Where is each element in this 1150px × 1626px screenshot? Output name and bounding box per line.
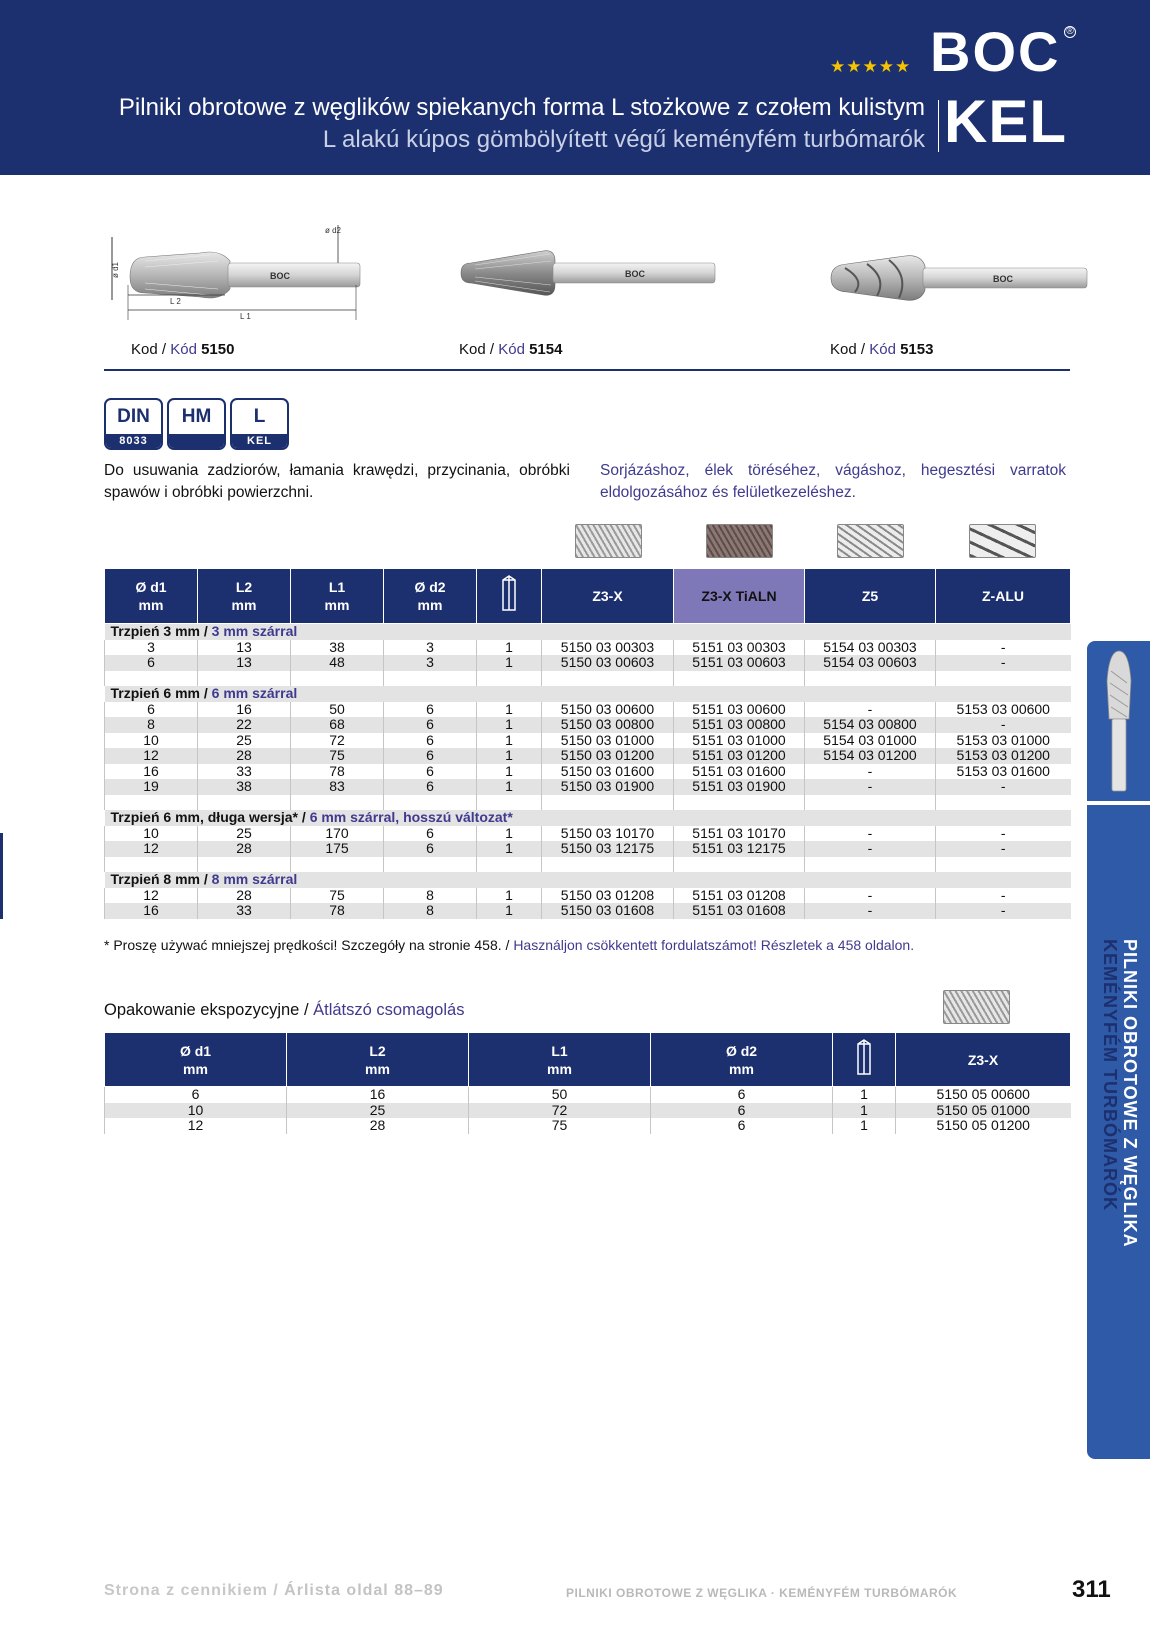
table-cell: 5151 03 01208 <box>674 888 805 904</box>
table-cell: 5151 03 00303 <box>674 640 805 656</box>
group-title-hu: 6 mm szárral, hosszú változat* <box>309 809 513 825</box>
dim-d2-label: ø d2 <box>325 226 342 235</box>
col-header-unit: mm <box>729 1060 754 1077</box>
pack-section-title: Opakowanie ekspozycyjne / Átlátszó csomagolás <box>104 1001 465 1019</box>
badge-l <box>230 398 289 450</box>
table-cell: 28 <box>198 841 291 857</box>
spacer-cell <box>674 795 805 811</box>
brand-logo-boc-text: BOC <box>930 20 1061 83</box>
table-cell: 72 <box>469 1103 651 1119</box>
pack-col-header-l1 <box>469 1033 651 1087</box>
table-cell: 1 <box>477 748 542 764</box>
page-header <box>0 0 1150 175</box>
table-cell: - <box>805 702 936 718</box>
table-cell: 22 <box>198 717 291 733</box>
table-cell: 78 <box>291 764 384 780</box>
table-cell: 28 <box>287 1118 469 1134</box>
page-number: 311 <box>1072 1576 1111 1603</box>
spacer-cell <box>291 795 384 811</box>
spacer-cell <box>477 671 542 687</box>
table-cell: 6 <box>384 702 477 718</box>
group-title-hu: 8 mm szárral <box>211 871 298 887</box>
table-cell: 68 <box>291 717 384 733</box>
spacer-cell <box>105 671 198 687</box>
spacer-cell <box>198 857 291 873</box>
group-header-row <box>105 872 1071 888</box>
table-cell: 5153 03 01000 <box>936 733 1071 749</box>
table-cell: 16 <box>287 1087 469 1103</box>
table-cell: 170 <box>291 826 384 842</box>
table-cell: - <box>936 826 1071 842</box>
table-cell: 175 <box>291 841 384 857</box>
spacer-cell <box>105 795 198 811</box>
group-title-hu: 3 mm szárral <box>211 623 298 639</box>
table-cell: - <box>805 826 936 842</box>
pack-col-header-qty <box>833 1033 896 1087</box>
table-cell: 12 <box>105 748 198 764</box>
table-cell: - <box>936 640 1071 656</box>
group-title-hu: 6 mm szárral <box>211 685 298 701</box>
col-header-unit: mm <box>324 597 350 613</box>
table-cell: 5150 03 01000 <box>542 733 674 749</box>
caption-hu: Kód <box>498 341 525 358</box>
table-cell: - <box>805 764 936 780</box>
table-cell: 50 <box>469 1087 651 1103</box>
col-header-label: L2 <box>235 579 253 595</box>
group-header: Trzpień 6 mm, długa wersja* / 6 mm szárral, hosszú változat* <box>105 810 1071 826</box>
table-cell: 5154 03 01000 <box>805 733 936 749</box>
badge-hm <box>167 398 226 450</box>
spacer-cell <box>936 671 1071 687</box>
pack-title-pl: Opakowanie ekspozycyjne <box>104 1001 300 1019</box>
caption-pl: Kod <box>830 341 857 358</box>
table-cell: - <box>805 779 936 795</box>
col-header-label: Ø d2 <box>725 1042 758 1059</box>
cut-z3x-tialn-swatch-icon <box>706 524 773 558</box>
table-cell: 5153 03 00600 <box>936 702 1071 718</box>
table-cell: 6 <box>651 1087 833 1103</box>
group-header-row <box>105 686 1071 702</box>
table-cell: - <box>805 903 936 919</box>
table-cell: 5151 03 00603 <box>674 655 805 671</box>
table-cell: 5150 03 00603 <box>542 655 674 671</box>
col-header-label: L2 <box>369 1042 386 1059</box>
spacer-cell <box>291 671 384 687</box>
caption-code: 5150 <box>201 341 235 358</box>
table-cell: 78 <box>291 903 384 919</box>
footer-section-name: PILNIKI OBROTOWE Z WĘGLIKA · KEMÉNYFÉM TURBÓMARÓK <box>566 1586 958 1600</box>
caption-code-5154: Kod / Kód 5154 <box>459 341 563 358</box>
pack-qty-icon <box>500 574 518 614</box>
table-cell: 12 <box>105 888 198 904</box>
table-row <box>105 748 1071 764</box>
brand-logo-kel: KEL <box>944 88 1067 155</box>
table-cell: - <box>936 717 1071 733</box>
table-cell: 6 <box>384 779 477 795</box>
group-spacer <box>105 671 1071 687</box>
tool-image-5154 <box>455 245 725 305</box>
table-cell: 1 <box>833 1103 896 1119</box>
tool-drawing-5150 <box>100 225 380 335</box>
side-tab-text-hu: KEMÉNYFÉM TURBÓMARÓK <box>1100 939 1120 1211</box>
table-cell: 1 <box>477 733 542 749</box>
table-cell: 3 <box>384 640 477 656</box>
group-header: Trzpień 6 mm / 6 mm szárral <box>105 686 1071 702</box>
table-cell: 6 <box>384 826 477 842</box>
table-cell: 5151 03 01000 <box>674 733 805 749</box>
table-cell: 1 <box>477 655 542 671</box>
product-table-body <box>105 624 1071 919</box>
tool-image-5153 <box>825 250 1095 310</box>
table-row <box>105 841 1071 857</box>
table-cell: 5154 03 00800 <box>805 717 936 733</box>
col-header-label: Ø d2 <box>414 579 446 595</box>
table-cell: 16 <box>198 702 291 718</box>
group-spacer <box>105 857 1071 873</box>
table-cell: 5151 03 01600 <box>674 764 805 780</box>
col-header-label: Ø d1 <box>135 579 167 595</box>
table-cell: 5151 03 01608 <box>674 903 805 919</box>
caption-pl: Kod <box>459 341 486 358</box>
spacer-cell <box>542 671 674 687</box>
pack-col-header-d1 <box>105 1033 287 1087</box>
group-header: Trzpień 3 mm / 3 mm szárral <box>105 624 1071 640</box>
table-cell: 5150 03 10170 <box>542 826 674 842</box>
table-cell: 6 <box>651 1118 833 1134</box>
group-title-pl: Trzpień 6 mm, długa wersja* <box>110 809 299 825</box>
cut-z5-swatch-icon <box>837 524 904 558</box>
col-header-label: Ø d1 <box>179 1042 212 1059</box>
col-header-label: L1 <box>328 579 346 595</box>
col-header-label: L1 <box>551 1042 568 1059</box>
col-header-unit: mm <box>183 1060 208 1077</box>
table-cell: 6 <box>384 764 477 780</box>
brand-logo-boc <box>930 22 1060 82</box>
badge-din <box>104 398 163 450</box>
table-cell: 3 <box>384 655 477 671</box>
table-row <box>105 1103 1071 1119</box>
left-edge-marker <box>0 833 3 919</box>
pack-col-header-d2 <box>651 1033 833 1087</box>
footer-pl: Strona z cennikiem <box>104 1582 268 1599</box>
table-cell: 6 <box>384 733 477 749</box>
spacer-cell <box>805 795 936 811</box>
table-cell: 6 <box>384 841 477 857</box>
side-tab-image <box>1087 641 1150 801</box>
spacer-cell <box>198 795 291 811</box>
spacer-cell <box>477 795 542 811</box>
table-cell: 5150 03 12175 <box>542 841 674 857</box>
table-cell: - <box>936 779 1071 795</box>
table-cell: 5150 03 00303 <box>542 640 674 656</box>
table-cell: 5150 05 00600 <box>896 1087 1071 1103</box>
col-header-z3x: Z3-X <box>542 569 674 624</box>
product-table <box>104 568 1071 919</box>
table-row <box>105 888 1071 904</box>
pack-title-hu: Átlátszó csomagolás <box>313 1001 465 1019</box>
table-cell: 1 <box>477 903 542 919</box>
badge-top-text: L <box>253 406 266 427</box>
table-cell: 5151 03 00800 <box>674 717 805 733</box>
table-cell: 5150 03 01208 <box>542 888 674 904</box>
section-divider <box>104 369 1070 371</box>
table-row <box>105 655 1071 671</box>
spacer-cell <box>542 857 674 873</box>
col-header-l2 <box>198 569 291 624</box>
table-row <box>105 826 1071 842</box>
table-cell: 1 <box>477 702 542 718</box>
group-header: Trzpień 8 mm / 8 mm szárral <box>105 872 1071 888</box>
spacer-cell <box>674 671 805 687</box>
table-cell: 5153 03 01200 <box>936 748 1071 764</box>
pack-table-body <box>105 1087 1071 1134</box>
group-spacer <box>105 795 1071 811</box>
spacer-cell <box>936 795 1071 811</box>
table-cell: 5154 03 00303 <box>805 640 936 656</box>
dim-d1-label: ø d1 <box>111 261 120 278</box>
table-row <box>105 733 1071 749</box>
group-title-pl: Trzpień 3 mm <box>110 623 200 639</box>
table-cell: 6 <box>384 717 477 733</box>
table-cell: - <box>936 903 1071 919</box>
table-row <box>105 764 1071 780</box>
svg-text:BOC: BOC <box>625 269 645 279</box>
table-cell: 12 <box>105 1118 287 1134</box>
dim-l2-label: L 2 <box>170 297 181 306</box>
table-cell: 5150 03 01600 <box>542 764 674 780</box>
table-cell: 5151 03 00600 <box>674 702 805 718</box>
table-row <box>105 640 1071 656</box>
table-cell: 19 <box>105 779 198 795</box>
caption-code: 5154 <box>529 341 563 358</box>
rating-stars: ★★★★★ <box>830 57 912 76</box>
col-header-d1 <box>105 569 198 624</box>
table-cell: 5150 05 01200 <box>896 1118 1071 1134</box>
table-cell: 25 <box>198 826 291 842</box>
table-cell: 25 <box>287 1103 469 1119</box>
col-header-l1 <box>291 569 384 624</box>
spacer-cell <box>674 857 805 873</box>
pack-cut-swatch-icon <box>943 990 1010 1024</box>
table-cell: 5151 03 12175 <box>674 841 805 857</box>
spacer-cell <box>805 671 936 687</box>
badge-bottom-text: KEL <box>232 434 287 448</box>
table-row <box>105 903 1071 919</box>
group-header-row <box>105 624 1071 640</box>
caption-code-5153: Kod / Kód 5153 <box>830 341 934 358</box>
group-title-pl: Trzpień 6 mm <box>110 685 200 701</box>
table-cell: 72 <box>291 733 384 749</box>
spacer-cell <box>384 857 477 873</box>
table-cell: 75 <box>469 1118 651 1134</box>
table-cell: 1 <box>477 717 542 733</box>
spacer-cell <box>542 795 674 811</box>
spacer-cell <box>198 671 291 687</box>
footer-hu: Árlista oldal 88–89 <box>284 1582 444 1599</box>
side-tool-icon <box>1087 641 1150 801</box>
description-pl: Do usuwania zadziorów, łamania krawędzi, przycinania, obróbki spawów i obróbki powierzchni. <box>104 462 570 501</box>
table-cell: 8 <box>384 888 477 904</box>
spacer-cell <box>805 857 936 873</box>
table-cell: 75 <box>291 888 384 904</box>
table-cell: 1 <box>477 826 542 842</box>
table-cell: 33 <box>198 764 291 780</box>
spacer-cell <box>477 857 542 873</box>
side-tab <box>1087 805 1150 1459</box>
table-cell: 28 <box>198 748 291 764</box>
table-cell: 16 <box>105 903 198 919</box>
footer-price-list: Strona z cennikiem / Árlista oldal 88–89 <box>104 1582 444 1599</box>
col-header-z3x-tialn: Z3-X TiALN <box>674 569 805 624</box>
dim-l1-label: L 1 <box>240 312 251 321</box>
table-cell: 10 <box>105 733 198 749</box>
table-row <box>105 1087 1071 1103</box>
table-cell: 1 <box>833 1118 896 1134</box>
col-header-z5: Z5 <box>805 569 936 624</box>
spacer-cell <box>936 857 1071 873</box>
table-cell: 10 <box>105 826 198 842</box>
table-row <box>105 779 1071 795</box>
title-hu: L alakú kúpos gömbölyített végű keményfém turbómarók <box>322 126 925 153</box>
table-cell: 5153 03 01600 <box>936 764 1071 780</box>
table-cell: 16 <box>105 764 198 780</box>
title-pl: Pilniki obrotowe z węglików spiekanych forma L stożkowe z czołem kulistym <box>118 94 925 121</box>
col-header-unit: mm <box>365 1060 390 1077</box>
side-tab-text-pl: PILNIKI OBROTOWE Z WĘGLIKA <box>1120 939 1140 1248</box>
table-cell: - <box>805 888 936 904</box>
table-cell: 5150 03 01200 <box>542 748 674 764</box>
table-cell: 8 <box>384 903 477 919</box>
table-cell: 25 <box>198 733 291 749</box>
table-cell: 1 <box>477 841 542 857</box>
group-title-pl: Trzpień 8 mm <box>110 871 200 887</box>
table-cell: 5154 03 01200 <box>805 748 936 764</box>
table-cell: 13 <box>198 655 291 671</box>
table-cell: 5151 03 01200 <box>674 748 805 764</box>
table-cell: 13 <box>198 640 291 656</box>
cut-zalu-swatch-icon <box>969 524 1036 558</box>
col-header-unit: mm <box>547 1060 572 1077</box>
cut-z3x-swatch-icon <box>575 524 642 558</box>
col-header-pack-qty <box>477 569 542 624</box>
table-cell: 38 <box>291 640 384 656</box>
spacer-cell <box>291 857 384 873</box>
spacer-cell <box>384 671 477 687</box>
footnote-pl: * Proszę używać mniejszej prędkości! Szczegóły na stronie 458. <box>104 937 502 953</box>
svg-text:BOC: BOC <box>993 274 1013 284</box>
table-cell: 1 <box>477 779 542 795</box>
col-header-unit: mm <box>417 597 443 613</box>
table-cell: 83 <box>291 779 384 795</box>
table-cell: 5151 03 10170 <box>674 826 805 842</box>
table-cell: 5150 05 01000 <box>896 1103 1071 1119</box>
col-header-unit: mm <box>138 597 164 613</box>
shank-brand-label: BOC <box>270 271 290 281</box>
footnote: * Proszę używać mniejszej prędkości! Szczegóły na stronie 458. / Használjon csökkentett fordulatszámot! Részletek a 458 oldalon. <box>104 937 915 953</box>
col-header-d2 <box>384 569 477 624</box>
table-cell: 10 <box>105 1103 287 1119</box>
table-cell: 5150 03 00600 <box>542 702 674 718</box>
table-cell: - <box>936 841 1071 857</box>
table-cell: 12 <box>105 841 198 857</box>
caption-code: 5153 <box>900 341 934 358</box>
footnote-hu: Használjon csökkentett fordulatszámot! Részletek a 458 oldalon. <box>513 937 915 953</box>
pack-col-header-z3x: Z3-X <box>896 1033 1071 1087</box>
badge-top-text: DIN <box>117 406 150 427</box>
table-cell: 6 <box>105 655 198 671</box>
table-cell: 5150 03 00800 <box>542 717 674 733</box>
caption-code-5150: Kod / Kód 5150 <box>131 341 235 358</box>
description-hu: Sorjázáshoz, élek töréséhez, vágáshoz, hegesztési varratok eldolgozásához és felületkezeléshez. <box>600 462 1066 501</box>
caption-hu: Kód <box>869 341 896 358</box>
pack-col-header-l2 <box>287 1033 469 1087</box>
table-cell: 1 <box>477 764 542 780</box>
table-cell: 8 <box>105 717 198 733</box>
table-cell: - <box>936 655 1071 671</box>
table-cell: 5150 03 01900 <box>542 779 674 795</box>
badge-top-text: HM <box>181 406 212 427</box>
table-cell: 3 <box>105 640 198 656</box>
table-cell: - <box>805 841 936 857</box>
group-header-row <box>105 810 1071 826</box>
table-row <box>105 717 1071 733</box>
table-cell: 28 <box>198 888 291 904</box>
table-cell: 5150 03 01608 <box>542 903 674 919</box>
table-cell: 1 <box>477 888 542 904</box>
table-cell: 50 <box>291 702 384 718</box>
table-cell: 5154 03 00603 <box>805 655 936 671</box>
table-cell: 6 <box>105 1087 287 1103</box>
table-cell: 6 <box>384 748 477 764</box>
col-header-unit: mm <box>231 597 257 613</box>
table-cell: 6 <box>651 1103 833 1119</box>
pack-table <box>104 1032 1071 1134</box>
table-cell: 75 <box>291 748 384 764</box>
table-cell: 1 <box>477 640 542 656</box>
table-cell: 48 <box>291 655 384 671</box>
table-cell: 1 <box>833 1087 896 1103</box>
spacer-cell <box>105 857 198 873</box>
table-cell: 38 <box>198 779 291 795</box>
table-row <box>105 1118 1071 1134</box>
badge-bottom-text: 8033 <box>106 434 161 448</box>
table-cell: 6 <box>105 702 198 718</box>
caption-hu: Kód <box>170 341 197 358</box>
col-header-zalu: Z-ALU <box>936 569 1071 624</box>
pack-qty-icon <box>855 1038 873 1078</box>
spacer-cell <box>384 795 477 811</box>
registered-mark-icon: ® <box>1064 26 1076 38</box>
table-cell: 5151 03 01900 <box>674 779 805 795</box>
table-cell: 33 <box>198 903 291 919</box>
table-row <box>105 702 1071 718</box>
badge-bottom-bar <box>169 434 224 448</box>
caption-pl: Kod <box>131 341 158 358</box>
table-cell: - <box>936 888 1071 904</box>
header-divider <box>938 100 939 152</box>
